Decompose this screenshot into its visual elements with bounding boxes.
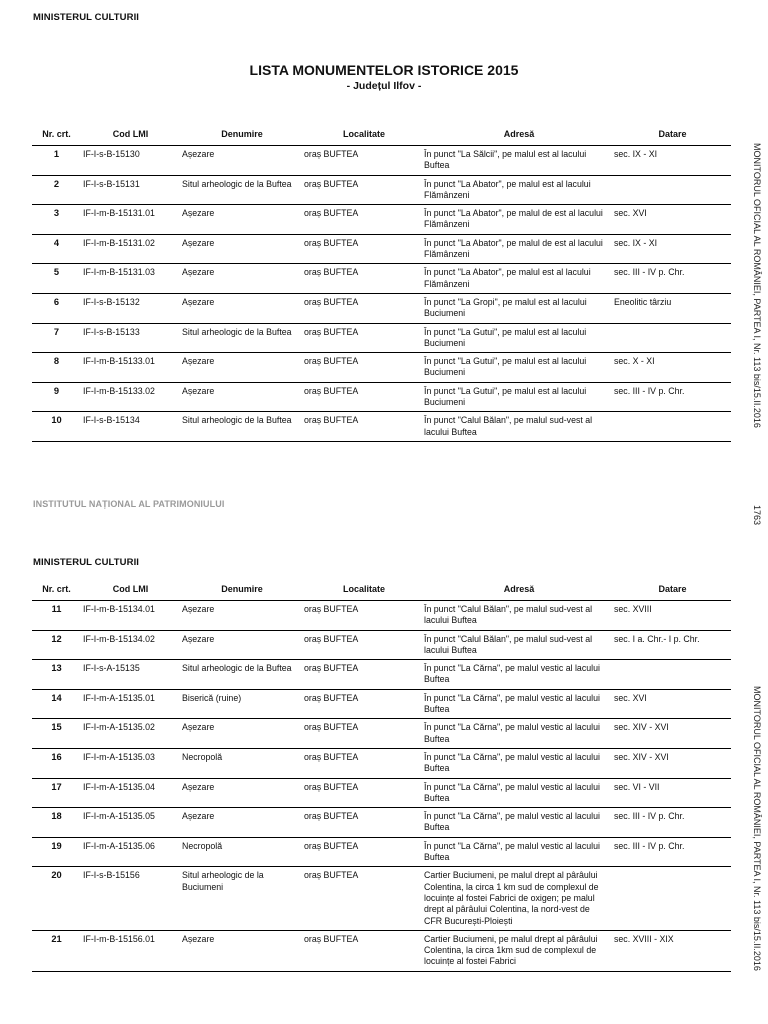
denumire-cell: Necropolă [180, 837, 304, 867]
cod-lmi-cell: IF-I-m-B-15131.03 [81, 264, 180, 294]
col-header-cod: Cod LMI [81, 578, 180, 601]
datare-cell: sec. XVIII [614, 601, 731, 631]
cod-lmi-cell: IF-I-s-B-15131 [81, 175, 180, 205]
denumire-cell: Așezare [180, 146, 304, 176]
table-row [32, 146, 731, 176]
denumire-cell: Situl arheologic de la Buciumeni [180, 867, 304, 930]
table-row [32, 660, 731, 690]
table-row [32, 382, 731, 412]
document-title: LISTA MONUMENTELOR ISTORICE 2015 [249, 62, 519, 78]
table-row [32, 601, 731, 631]
cod-lmi-cell: IF-I-s-B-15130 [81, 146, 180, 176]
row-number-cell: 15 [32, 719, 81, 749]
cod-lmi-cell: IF-I-m-B-15134.02 [81, 630, 180, 660]
adresa-cell: În punct "La Cărna", pe malul vestic al lacului Buftea [424, 808, 614, 838]
cod-lmi-cell: IF-I-m-A-15135.06 [81, 837, 180, 867]
datare-cell: sec. I a. Chr.- I p. Chr. [614, 630, 731, 660]
table-row [32, 778, 731, 808]
row-number-cell: 11 [32, 601, 81, 631]
table-row [32, 264, 731, 294]
denumire-cell: Situl arheologic de la Buftea [180, 323, 304, 353]
localitate-cell: oraș BUFTEA [304, 205, 424, 235]
adresa-cell: Cartier Buciumeni, pe malul drept al pârâului Colentina, la circa 1 km sud de complexul de locuințe al fostei Fabrici de oxigen; pe malul drept al pârâului Colentina, la nord-vest de CFR București-Ploiești [424, 867, 614, 930]
datare-cell: sec. III - IV p. Chr. [614, 837, 731, 867]
cod-lmi-cell: IF-I-s-B-15133 [81, 323, 180, 353]
cod-lmi-cell: IF-I-m-A-15135.05 [81, 808, 180, 838]
row-number-cell: 8 [32, 353, 81, 383]
adresa-cell: În punct "La Gutui", pe malul est al lacului Buciumeni [424, 323, 614, 353]
cod-lmi-cell: IF-I-m-A-15135.02 [81, 719, 180, 749]
adresa-cell: În punct "La Abator", pe malul est al lacului Flămânzeni [424, 264, 614, 294]
datare-cell: sec. XVI [614, 689, 731, 719]
row-number-cell: 16 [32, 748, 81, 778]
datare-cell: sec. IX - XI [614, 234, 731, 264]
adresa-cell: În punct "La Sălcii", pe malul est al lacului Buftea [424, 146, 614, 176]
row-number-cell: 17 [32, 778, 81, 808]
adresa-cell: În punct "La Cărna", pe malul vestic al lacului Buftea [424, 660, 614, 690]
cod-lmi-cell: IF-I-s-B-15134 [81, 412, 180, 442]
adresa-cell: În punct "La Cărna", pe malul vestic al lacului Buftea [424, 719, 614, 749]
cod-lmi-cell: IF-I-m-B-15133.02 [81, 382, 180, 412]
localitate-cell: oraș BUFTEA [304, 630, 424, 660]
localitate-cell: oraș BUFTEA [304, 778, 424, 808]
cod-lmi-cell: IF-I-m-B-15131.01 [81, 205, 180, 235]
cod-lmi-cell: IF-I-m-B-15134.01 [81, 601, 180, 631]
denumire-cell: Așezare [180, 630, 304, 660]
denumire-cell: Așezare [180, 808, 304, 838]
row-number-cell: 12 [32, 630, 81, 660]
cod-lmi-cell: IF-I-s-A-15135 [81, 660, 180, 690]
row-number-cell: 20 [32, 867, 81, 930]
datare-cell: Eneolitic târziu [614, 293, 731, 323]
row-number-cell: 9 [32, 382, 81, 412]
adresa-cell: În punct "Calul Bălan", pe malul sud-vest al lacului Buftea [424, 630, 614, 660]
localitate-cell: oraș BUFTEA [304, 175, 424, 205]
denumire-cell: Așezare [180, 353, 304, 383]
col-header-denumire: Denumire [180, 578, 304, 601]
denumire-cell: Biserică (ruine) [180, 689, 304, 719]
col-header-datare: Datare [614, 578, 731, 601]
cod-lmi-cell: IF-I-m-A-15135.03 [81, 748, 180, 778]
ministry-header: MINISTERUL CULTURII [33, 12, 140, 23]
table-row [32, 808, 731, 838]
table-row [32, 293, 731, 323]
col-header-localitate: Localitate [304, 123, 424, 146]
gazette-reference-text: MONITORUL OFICIAL AL ROMÂNIEI, PARTEA I, Nr. 113 bis/15.II.2016 [752, 686, 762, 971]
row-number-cell: 7 [32, 323, 81, 353]
adresa-cell: Cartier Buciumeni, pe malul drept al pârâului Colentina, la circa 1km sud de complexul de locuințe al fostei Fabrici [424, 930, 614, 971]
adresa-cell: În punct "La Abator", pe malul de est al lacului Flămânzeni [424, 205, 614, 235]
cod-lmi-cell: IF-I-m-B-15131.02 [81, 234, 180, 264]
datare-cell [614, 412, 731, 442]
table-row [32, 689, 731, 719]
localitate-cell: oraș BUFTEA [304, 748, 424, 778]
monuments-table-2 [32, 578, 731, 972]
adresa-cell: În punct "La Cărna", pe malul vestic al lacului Buftea [424, 778, 614, 808]
datare-cell: sec. XVIII - XIX [614, 930, 731, 971]
localitate-cell: oraș BUFTEA [304, 930, 424, 971]
adresa-cell: În punct "La Gutui", pe malul est al lacului Buciumeni [424, 382, 614, 412]
row-number-cell: 5 [32, 264, 81, 294]
institute-footer: INSTITUTUL NAȚIONAL AL PATRIMONIULUI [33, 499, 225, 509]
denumire-cell: Așezare [180, 293, 304, 323]
denumire-cell: Așezare [180, 264, 304, 294]
datare-cell: sec. III - IV p. Chr. [614, 382, 731, 412]
localitate-cell: oraș BUFTEA [304, 689, 424, 719]
table-header-row [32, 123, 731, 146]
datare-cell: sec. XIV - XVI [614, 719, 731, 749]
gazette-reference-text: MONITORUL OFICIAL AL ROMÂNIEI, PARTEA I, Nr. 113 bis/15.II.2016 [752, 143, 762, 428]
adresa-cell: În punct "La Cărna", pe malul vestic al lacului Buftea [424, 748, 614, 778]
denumire-cell: Așezare [180, 601, 304, 631]
adresa-cell: În punct "La Cărna", pe malul vestic al lacului Buftea [424, 837, 614, 867]
localitate-cell: oraș BUFTEA [304, 808, 424, 838]
localitate-cell: oraș BUFTEA [304, 837, 424, 867]
page-number: 1763 [752, 505, 762, 526]
localitate-cell: oraș BUFTEA [304, 660, 424, 690]
table-row [32, 205, 731, 235]
denumire-cell: Situl arheologic de la Buftea [180, 175, 304, 205]
localitate-cell: oraș BUFTEA [304, 264, 424, 294]
datare-cell: sec. III - IV p. Chr. [614, 808, 731, 838]
adresa-cell: În punct "Calul Bălan", pe malul sud-vest al lacului Buftea [424, 601, 614, 631]
table-row [32, 630, 731, 660]
adresa-cell: În punct "La Cărna", pe malul vestic al lacului Buftea [424, 689, 614, 719]
cod-lmi-cell: IF-I-m-B-15133.01 [81, 353, 180, 383]
denumire-cell: Așezare [180, 234, 304, 264]
table-row [32, 748, 731, 778]
col-header-nr: Nr. crt. [32, 123, 81, 146]
table-row [32, 175, 731, 205]
table-row [32, 930, 731, 971]
row-number-cell: 18 [32, 808, 81, 838]
row-number-cell: 6 [32, 293, 81, 323]
localitate-cell: oraș BUFTEA [304, 719, 424, 749]
table-row [32, 837, 731, 867]
localitate-cell: oraș BUFTEA [304, 323, 424, 353]
datare-cell: sec. X - XI [614, 353, 731, 383]
col-header-cod: Cod LMI [81, 123, 180, 146]
localitate-cell: oraș BUFTEA [304, 293, 424, 323]
col-header-localitate: Localitate [304, 578, 424, 601]
col-header-denumire: Denumire [180, 123, 304, 146]
table-row [32, 719, 731, 749]
datare-cell [614, 175, 731, 205]
localitate-cell: oraș BUFTEA [304, 146, 424, 176]
adresa-cell: În punct "La Abator", pe malul de est al lacului Flămânzeni [424, 234, 614, 264]
adresa-cell: În punct "La Gropi", pe malul est al lacului Buciumeni [424, 293, 614, 323]
row-number-cell: 21 [32, 930, 81, 971]
monuments-table-1 [32, 123, 731, 442]
cod-lmi-cell: IF-I-s-B-15132 [81, 293, 180, 323]
localitate-cell: oraș BUFTEA [304, 353, 424, 383]
denumire-cell: Așezare [180, 719, 304, 749]
datare-cell: sec. IX - XI [614, 146, 731, 176]
datare-cell: sec. III - IV p. Chr. [614, 264, 731, 294]
localitate-cell: oraș BUFTEA [304, 382, 424, 412]
denumire-cell: Situl arheologic de la Buftea [180, 660, 304, 690]
table-row [32, 234, 731, 264]
datare-cell: sec. VI - VII [614, 778, 731, 808]
table-row [32, 353, 731, 383]
adresa-cell: În punct "Calul Bălan", pe malul sud-vest al lacului Buftea [424, 412, 614, 442]
row-number-cell: 14 [32, 689, 81, 719]
row-number-cell: 1 [32, 146, 81, 176]
row-number-cell: 13 [32, 660, 81, 690]
datare-cell: sec. XIV - XVI [614, 748, 731, 778]
col-header-adresa: Adresă [424, 123, 614, 146]
document-subtitle: - Județul Ilfov - [346, 80, 422, 92]
datare-cell: sec. XVI [614, 205, 731, 235]
adresa-cell: În punct "La Abator", pe malul est al lacului Flămânzeni [424, 175, 614, 205]
denumire-cell: Așezare [180, 930, 304, 971]
datare-cell [614, 867, 731, 930]
datare-cell [614, 323, 731, 353]
denumire-cell: Așezare [180, 205, 304, 235]
col-header-adresa: Adresă [424, 578, 614, 601]
cod-lmi-cell: IF-I-m-B-15156.01 [81, 930, 180, 971]
localitate-cell: oraș BUFTEA [304, 412, 424, 442]
row-number-cell: 3 [32, 205, 81, 235]
datare-cell [614, 660, 731, 690]
denumire-cell: Așezare [180, 382, 304, 412]
ministry-header-2: MINISTERUL CULTURII [33, 557, 140, 568]
localitate-cell: oraș BUFTEA [304, 601, 424, 631]
localitate-cell: oraș BUFTEA [304, 234, 424, 264]
row-number-cell: 2 [32, 175, 81, 205]
row-number-cell: 10 [32, 412, 81, 442]
cod-lmi-cell: IF-I-s-B-15156 [81, 867, 180, 930]
col-header-nr: Nr. crt. [32, 578, 81, 601]
denumire-cell: Așezare [180, 778, 304, 808]
cod-lmi-cell: IF-I-m-A-15135.04 [81, 778, 180, 808]
col-header-datare: Datare [614, 123, 731, 146]
localitate-cell: oraș BUFTEA [304, 867, 424, 930]
adresa-cell: În punct "La Gutui", pe malul est al lacului Buciumeni [424, 353, 614, 383]
denumire-cell: Situl arheologic de la Buftea [180, 412, 304, 442]
row-number-cell: 4 [32, 234, 81, 264]
cod-lmi-cell: IF-I-m-A-15135.01 [81, 689, 180, 719]
table-row [32, 323, 731, 353]
row-number-cell: 19 [32, 837, 81, 867]
denumire-cell: Necropolă [180, 748, 304, 778]
table-row [32, 867, 731, 930]
table-row [32, 412, 731, 442]
table-header-row [32, 578, 731, 601]
